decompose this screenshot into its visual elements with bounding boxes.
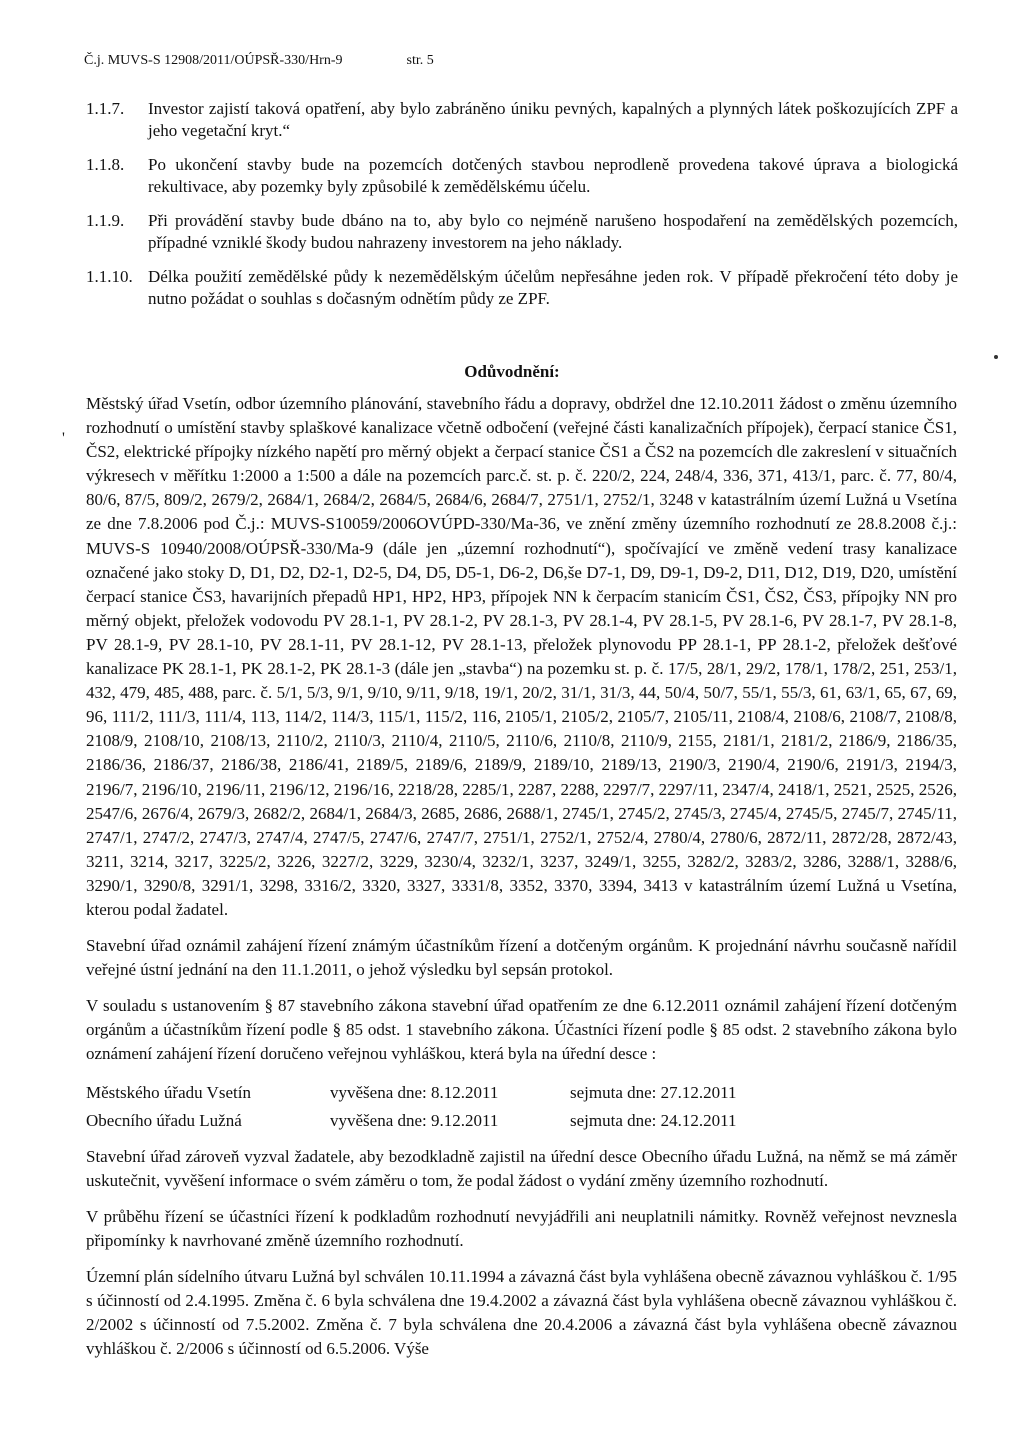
notice-row xyxy=(86,1107,957,1135)
paragraph-applicant-duty: Stavební úřad zároveň vyzval žadatele, aby bezodkladně zajistil na úřední desce Obecního úřadu Lužná, na němž se má záměr uskutečnit, vyvěšení informace o svém záměru o tom, že podal žádost o vydání změny územního rozhodnutí. xyxy=(86,1146,957,1190)
condition-text: Při provádění stavby bude dbáno na to, aby bylo co nejméně narušeno hospodaření na zemědělských pozemcích, případné vzniklé škody budou nahrazeny investorem na jeho náklady. xyxy=(148,211,958,252)
condition-item xyxy=(86,210,958,254)
paragraph-public-notice: V souladu s ustanovením § 87 stavebního zákona stavební úřad opatřením ze dne 6.12.2011 oznámil zahájení řízení dotčeným orgánům a účastníkům řízení podle § 85 odst. 1 stavebního zákona. Účastníci řízení podle § 85 odst. 2 stavebního zákona bylo oznámení zahájení řízení doručeno veřejnou vyhláškou, která byla na úřední desce : xyxy=(86,996,957,1064)
justification-body xyxy=(86,392,957,1373)
notice-office: Městského úřadu Vsetín xyxy=(86,1082,251,1102)
paragraph-no-objections: V průběhu řízení se účastníci řízení k podkladům rozhodnutí nevyjádřili ani neuplatnili námitky. Rovněž veřejnost nevznesla připomínky k navrhované změně územního rozhodnutí. xyxy=(86,1206,957,1250)
page-header xyxy=(84,53,434,69)
condition-item xyxy=(86,98,958,142)
condition-text: Investor zajistí taková opatření, aby bylo zabráněno úniku pevných, kapalných a plynných látek poškozujících ZPF a jeho vegetační kryt.“ xyxy=(148,99,958,140)
condition-number: 1.1.10. xyxy=(86,267,133,286)
paragraph-zoning-plan: Územní plán sídelního útvaru Lužná byl schválen 10.11.1994 a závazná část byla vyhlášena obecně závaznou vyhláškou č. 1/95 s účinností od 2.4.1995. Změna č. 6 byla schválena dne 19.4.2002 a závazná část byla vyhlášena obecně závaznou vyhláškou č. 2/2002 s účinností od 7.5.2002. Změna č. 7 byla schválena dne 20.4.2006 a závazná část byla vyhlášena obecně závaznou vyhláškou č. 2/2006 s účinností od 6.5.2006. Výše xyxy=(86,1266,957,1359)
paragraph-application: Městský úřad Vsetín, odbor územního plánování, stavebního řádu a dopravy, obdržel dne 12.10.2011 žádost o změnu územního rozhodnutí o umístění stavby splaškové kanalizace včetně odbočení (veřejné části kanalizačních přípojek), čerpací stanice ČS1, ČS2, elektrické přípojky nízkého napětí pro měrný objekt a čerpací stanice ČS1 a ČS2 na pozemcích dle zakreslení v situačních výkresech v měřítku 1:2000 a 1:500 a dále na pozemcích parc.č. st. p. č. 220/2, 224, 248/4, 336, 371, 413/1, parc. č. 77, 80/4, 80/6, 87/5, 809/2, 2679/2, 2684/1, 2684/2, 2684/5, 2684/6, 2684/7, 2751/1, 2752/1, 3248 v katastrálním území Lužná u Vsetína ze dne 7.8.2006 pod Č.j.: MUVS-S10059/2006OVÚPD-330/Ma-36, ve znění změny územního rozhodnutí ze 28.8.2008 č.j.: MUVS-S 10940/2008/OÚPSŘ-330/Ma-9 (dále jen „územní rozhodnutí“), spočívající ve změně vedení trasy kanalizace označené jako stoky D, D1, D2, D2-1, D2-5, D4, D5, D5-1, D6-2, D6,še D7-1, D9, D9-1, D9-2, D11, D12, D19, D20, umístění čerpací stanice ČS3, havarijních přepadů HP1, HP2, HP3, přípojek NN k čerpacím stanicím ČS1, ČS2, ČS3, přípojky NN pro měrný objekt, přeložek vodovodu PV 28.1-1, PV 28.1-2, PV 28.1-3, PV 28.1-4, PV 28.1-5, PV 28.1-6, PV 28.1-7, PV 28.1-8, PV 28.1-9, PV 28.1-10, PV 28.1-11, PV 28.1-12, PV 28.1-13, přeložek plynovodu PP 28.1-1, PP 28.1-2, přeložek dešťové kanalizace PK 28.1-1, PK 28.1-2, PK 28.1-3 (dále jen „stavba“) na pozemku st. p. č. 17/5, 28/1, 29/2, 178/1, 178/2, 251, 253/1, 432, 479, 485, 488, parc. č. 5/1, 5/3, 9/1, 9/10, 9/11, 9/18, 19/1, 20/2, 31/1, 31/3, 44, 50/4, 50/7, 55/1, 55/3, 61, 63/1, 65, 67, 69, 96, 111/2, 111/3, 111/4, 113, 114/2, 114/3, 115/1, 115/2, 116, 2105/1, 2105/2, 2105/7, 2105/11, 2108/4, 2108/6, 2108/7, 2108/8, 2108/9, 2108/10, 2108/13, 2110/2, 2110/3, 2110/4, 2110/5, 2110/6, 2110/8, 2110/9, 2155, 2181/1, 2181/2, 2186/9, 2186/35, 2186/36, 2186/37, 2186/38, 2186/41, 2189/5, 2189/6, 2189/9, 2189/10, 2189/13, 2190/3, 2190/4, 2190/6, 2191/3, 2194/3, 2196/7, 2196/10, 2196/11, 2196/12, 2196/16, 2218/28, 2285/1, 2287, 2288, 2297/7, 2297/11, 2347/4, 2418/1, 2521, 2525, 2526, 2547/6, 2676/4, 2679/3, 2682/2, 2684/1, 2684/3, 2685, 2686, 2688/1, 2745/1, 2745/2, 2745/3, 2745/4, 2745/5, 2745/7, 2745/11, 2747/1, 2747/2, 2747/3, 2747/4, 2747/5, 2747/6, 2747/7, 2751/1, 2752/1, 2752/4, 2780/4, 2780/6, 2872/11, 2872/28, 2872/43, 3211, 3214, 3217, 3225/2, 3226, 3227/2, 3229, 3230/4, 3232/1, 3237, 3249/1, 3255, 3282/2, 3283/2, 3286, 3288/1, 3288/6, 3290/1, 3290/8, 3291/1, 3298, 3316/2, 3320, 3327, 3331/8, 3352, 3370, 3394, 3413 v katastrálním území Lužná u Vsetína, kterou podal žadatel. xyxy=(86,394,957,919)
notice-posted: vyvěšena dne: 8.12.2011 xyxy=(330,1082,499,1102)
section-heading: Odůvodnění: xyxy=(464,362,560,381)
scan-speck xyxy=(994,355,998,359)
condition-text: Po ukončení stavby bude na pozemcích dotčených stavbou neprodleně provedena takové úprava a biologická rekultivace, aby pozemky byly způsobilé k zemědělskému účelu. xyxy=(148,155,958,196)
notice-row xyxy=(86,1079,957,1107)
notice-posted: vyvěšena dne: 9.12.2011 xyxy=(330,1110,499,1130)
paragraph-notification: Stavební úřad oznámil zahájení řízení známým účastníkům řízení a dotčeným orgánům. K projednání návrhu současně nařídil veřejné ústní jednání na den 11.1.2011, o jehož výsledku byl sepsán protokol. xyxy=(86,936,957,980)
condition-number: 1.1.8. xyxy=(86,155,125,174)
condition-item xyxy=(86,154,958,198)
margin-mark: ' xyxy=(62,430,65,447)
notice-office: Obecního úřadu Lužná xyxy=(86,1110,242,1130)
condition-item xyxy=(86,266,958,310)
page-number: str. 5 xyxy=(406,53,434,68)
reference-number: Č.j. MUVS-S 12908/2011/OÚPSŘ-330/Hrn-9 xyxy=(84,53,343,68)
condition-text: Délka použití zemědělské půdy k nezemědělským účelům nepřesáhne jeden rok. V případě překročení této doby je nutno požádat o souhlas s dočasným odnětím půdy ze ZPF. xyxy=(148,267,958,308)
notice-board-table xyxy=(86,1079,957,1135)
condition-number: 1.1.7. xyxy=(86,99,125,118)
condition-number: 1.1.9. xyxy=(86,211,125,230)
notice-removed: sejmuta dne: 24.12.2011 xyxy=(570,1110,737,1130)
conditions-list xyxy=(86,98,958,322)
notice-removed: sejmuta dne: 27.12.2011 xyxy=(570,1082,737,1102)
